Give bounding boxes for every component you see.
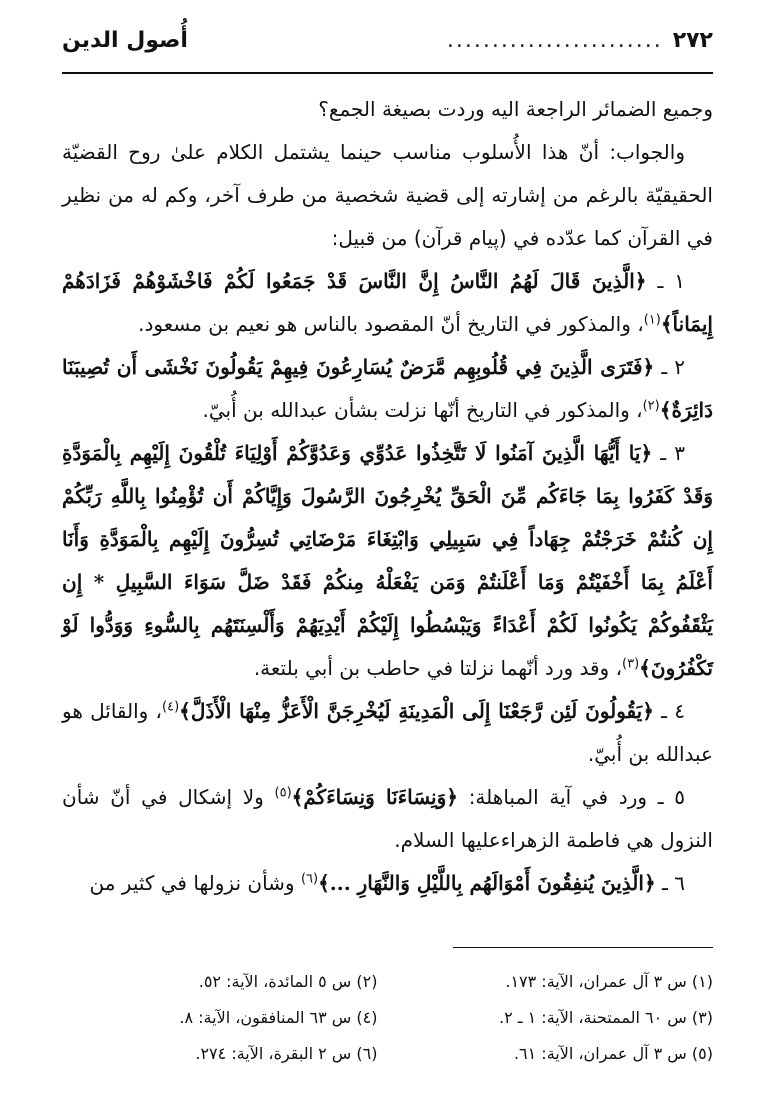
footnote: (٢) س ٥ المائدة، الآية: ٥٢. <box>198 972 378 991</box>
header-leader-dots: ........................ <box>446 28 663 53</box>
item-text: ، والمذكور في التاريخ أنّها نزلت بشأن عبدالله بن أُبيّ. <box>202 398 643 422</box>
list-item <box>62 260 713 346</box>
list-item <box>62 346 713 432</box>
item-number: ٣ ـ <box>660 441 685 465</box>
list-item <box>62 776 713 862</box>
item-number: ١ ـ <box>657 269 686 293</box>
footnote-ref: (٤) <box>162 699 180 715</box>
quran-verse: ﴿الَّذِينَ قَالَ لَهُمُ النَّاسُ إِنَّ النَّاسَ قَدْ جَمَعُوا لَكُمْ فَاخْشَوْهُمْ فَزَادَهُمْ إِيمَاناً﴾ <box>62 269 713 336</box>
quran-verse: ﴿يَا أَيُّهَا الَّذِينَ آمَنُوا لَا تَتَّخِذُوا عَدُوِّي وَعَدُوَّكُمْ أَوْلِيَاءَ تُلْقُونَ إِلَيْهِم بِالْمَوَدَّةِ وَقَدْ كَفَرُوا بِمَا جَاءَكُم مِّنَ الْحَقِّ يُخْرِجُونَ الرَّسُولَ وَإِيَّاكُمْ أَن تُؤْمِنُوا بِاللَّهِ رَبِّكُمْ إِن كُنتُمْ خَرَجْتُمْ جِهَاداً فِي سَبِيلِي وَابْتِغَاءَ مَرْضَاتِي تُسِرُّونَ إِلَيْهِم بِالْمَوَدَّةِ وَأَنَا أَعْلَمُ بِمَا أَخْفَيْتُمْ وَمَا أَعْلَنتُمْ وَمَن يَفْعَلْهُ مِنكُمْ فَقَدْ ضَلَّ سَوَاءَ السَّبِيلِ * إِن يَثْقَفُوكُمْ يَكُونُوا لَكُمْ أَعْدَاءً وَيَبْسُطُوا إِلَيْكُمْ أَيْدِيَهُمْ وَأَلْسِنَتَهُم بِالسُّوءِ وَوَدُّوا لَوْ تَكْفُرُونَ﴾ <box>62 441 713 680</box>
book-page <box>62 28 713 1096</box>
page-header <box>62 28 713 72</box>
page-number: ٢٧٢ <box>672 28 713 53</box>
quran-verse: ﴿وَنِسَاءَنَا وَنِسَاءَكُمْ﴾ <box>291 785 458 809</box>
footnote-ref: (٣) <box>622 656 640 672</box>
footnote-ref: (٢) <box>642 398 660 414</box>
item-text: وشأن نزولها في كثير من <box>89 871 295 895</box>
footnote: (٣) س ٦٠ الممتحنة، الآية: ١ ـ ٢. <box>499 1008 713 1027</box>
item-number: ٤ ـ <box>661 699 686 723</box>
footnote-ref: (٥) <box>274 785 292 801</box>
running-title: أُصول الدين <box>62 28 188 53</box>
item-text: ، والقائل هو عبدالله بن أُبيّ. <box>62 699 713 766</box>
footnotes <box>62 964 713 1072</box>
list-item <box>62 862 713 905</box>
list-item <box>62 690 713 776</box>
item-number: ٢ ـ <box>661 355 685 379</box>
item-text: ٥ ـ ورد في آية المباهلة: <box>468 785 685 809</box>
item-text: ، والمذكور في التاريخ أنّ المقصود بالناس هو نعيم بن مسعود. <box>138 312 644 336</box>
footnote-divider <box>453 947 713 948</box>
quran-verse: ﴿الَّذِينَ يُنفِقُونَ أَمْوَالَهُم بِاللَّيْلِ وَالنَّهَارِ ...﴾ <box>318 871 656 895</box>
footnote: (٦) س ٢ البقرة، الآية: ٢٧٤. <box>195 1044 378 1063</box>
header-rule <box>62 72 713 74</box>
footnote: (٥) س ٣ آل عمران، الآية: ٦١. <box>513 1044 713 1063</box>
quran-verse: ﴿يَقُولُونَ لَئِن رَّجَعْنَا إِلَى الْمَدِينَةِ لَيُخْرِجَنَّ الْأَعَزُّ مِنْهَا الْأَذَلَّ﴾ <box>179 699 654 723</box>
page-body <box>62 88 713 905</box>
item-text: ، وقد ورد أنّهما نزلتا في حاطب بن أبي بلتعة. <box>253 656 623 680</box>
footnote-ref: (٦) <box>300 871 319 887</box>
paragraph: والجواب: أنّ هذا الأُسلوب مناسب حينما يشتمل الكلام علىٰ روح القضيّة الحقيقيّة بالرغم من إشارته إلى قضية شخصية من طرف آخر، وكم له من نظير في القرآن كما عدّده في (پيام قرآن) من قبيل: <box>62 140 713 250</box>
item-number: ٦ ـ <box>662 871 685 895</box>
footnote: (٤) س ٦٣ المنافقون، الآية: ٨. <box>179 1008 378 1027</box>
footnote-ref: (١) <box>643 312 661 328</box>
footnote: (١) س ٣ آل عمران، الآية: ١٧٣. <box>505 972 713 991</box>
list-item <box>62 432 713 690</box>
item-text: ولا إشكال في أنّ شأن النزول هي فاطمة الزهراءعليها السلام. <box>62 785 713 852</box>
paragraph: وجميع الضمائر الراجعة اليه وردت بصيغة الجمع؟ <box>318 97 713 121</box>
quran-verse: ﴿فَتَرَى الَّذِينَ فِي قُلُوبِهِم مَّرَضٌ يُسَارِعُونَ فِيهِمْ يَقُولُونَ نَخْشَى أَن تُصِيبَنَا دَائِرَةٌ﴾ <box>62 355 713 422</box>
